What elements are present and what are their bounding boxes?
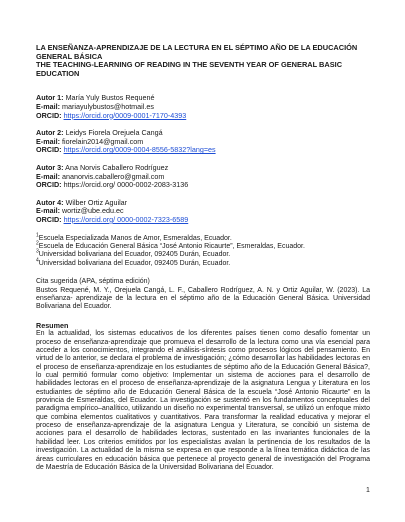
email-label: E-mail: xyxy=(36,101,60,111)
affiliation-3: $^3$Universidad bolivariana del Ecuador, 092405 Durán, Ecuador. xyxy=(36,248,231,259)
author-label: Autor 1: xyxy=(36,93,64,103)
author-label: Autor 4: xyxy=(36,197,64,207)
orcid-link[interactable]: https://orcid.org/0009-0001-7170-4393 xyxy=(63,110,187,120)
author-email: ananorvis.caballero@gmail.com xyxy=(61,171,165,181)
page-number: 1 xyxy=(366,487,370,494)
orcid-label: ORCID: xyxy=(36,180,62,190)
affiliation-4: $^4$Universidad bolivariana del Ecuador, 092405 Durán, Ecuador. xyxy=(36,257,231,267)
author-2 xyxy=(36,129,370,155)
email-label: E-mail: xyxy=(36,206,60,216)
affiliation-1: $^1$Escuela Especializada Manos de Amor, Esmeraldas, Ecuador. xyxy=(36,232,232,242)
title-spanish: LA ENSEÑANZA-APRENDIZAJE DE LA LECTURA EN EL SÉPTIMO AÑO DE LA EDUCACIÓN GENERAL BÁSICA xyxy=(36,43,358,61)
paper-page xyxy=(36,44,370,472)
author-name: Ana Norvis Caballero Rodríguez xyxy=(65,162,169,172)
orcid-link[interactable]: https://orcid.org/ 0000-0002-7323-6589 xyxy=(63,214,189,224)
abstract-heading: Resumen xyxy=(36,320,69,330)
author-email: mariayulybustos@hotmail.es xyxy=(61,101,154,111)
author-email: fiorelain2014@gmail.com xyxy=(61,136,144,146)
abstract-body: En la actualidad, los sistemas educativos de los diferentes países tienen como desafío fomentar un proceso de enseñanza-aprendizaje que promueva el desarrollo de la lectura como una vía esencial para acceder a los conocimientos, integrando el análisis-síntesis como procesos lógicos del pensamiento. En virtud de lo anterior, se declara el problema de investigación; ¿cómo desarrollar las habilidades lectoras en el proceso de enseñanza-aprendizaje en los estudiantes de séptimo año de la Educación General Básica?, lo cual permitió formular como objetivo: Implementar un sistema de acciones para el desarrollo de habilidades lectoras en el proceso de enseñanza-aprendizaje de la asignatura Lengua y Literatura en los estudiantes de séptimo año de Educación General Básica de la escuela “José Antonio Ricaurte” en la provincia de Esmeraldas, del Ecuador. La investigación se sustentó en los fundamentos conceptuales del paradigma empírico–analítico, utilizando un diseño no experimental transversal, se utilizó un enfoque mixto que combina elementos cualitativos y cuantitativos. Para transformar la realidad educativa y mejorar el proceso de enseñanza-aprendizaje de la asignatura Lengua y Literatura, se concibió un sistema de acciones para el desarrollo de habilidades lectoras, sustentado en las invariantes funcionales de la habilidad leer. Los criterios emitidos por los especialistas avalan la pertinencia de los resultados de la investigación. La actualidad de la misma se expresa en que responde a la línea temática didáctica de las áreas curriculares en educación básica que pertenece al proyecto general de investigación del Programa de Maestría de Educación Básica de la Universidad Bolivariana del Ecuador. xyxy=(36,330,370,471)
orcid-label: ORCID: xyxy=(36,145,62,155)
author-3 xyxy=(36,164,370,190)
orcid-link[interactable]: https://orcid.org/0009-0004-8556-5832?lang=es xyxy=(63,145,216,155)
orcid-label: ORCID: xyxy=(36,214,62,224)
affiliations xyxy=(36,232,370,269)
author-1 xyxy=(36,94,370,120)
author-name: María Yuly Bustos Requené xyxy=(65,93,155,103)
author-label: Autor 3: xyxy=(36,162,64,172)
title-block xyxy=(36,44,370,78)
email-label: E-mail: xyxy=(36,136,60,146)
email-label: E-mail: xyxy=(36,171,60,181)
title-english: THE TEACHING-LEARNING OF READING IN THE SEVENTH YEAR OF GENERAL BASIC EDUCATION xyxy=(36,60,343,78)
author-name: Wilber Ortiz Aguilar xyxy=(65,197,128,207)
author-4 xyxy=(36,199,370,225)
author-name: Leidys Fiorela Orejuela Cangá xyxy=(65,128,163,138)
suggested-citation xyxy=(36,278,370,312)
orcid-label: ORCID: xyxy=(36,110,62,120)
affiliation-2: $^2$Escuela de Educación General Básica “José Antonio Ricaurte”, Esmeraldas, Ecuador. xyxy=(36,240,305,250)
orcid-text: https://orcid.org/ 0000-0002-2083-3136 xyxy=(63,180,189,190)
citation-reference: Bustos Requené, M. Y., Orejuela Cangá, L. F., Caballero Rodríguez, A. N. y Ortiz Aguilar, W. (2023). La enseñanza- aprendizaje de la lectura en el séptimo año de la Educación General Básica. Universidad Bolivariana del Ecuador. xyxy=(36,286,370,311)
author-email: wortiz@ube.edu.ec xyxy=(61,206,124,216)
author-label: Autor 2: xyxy=(36,128,64,138)
citation-heading: Cita sugerida (APA, séptima edición) xyxy=(36,278,150,286)
